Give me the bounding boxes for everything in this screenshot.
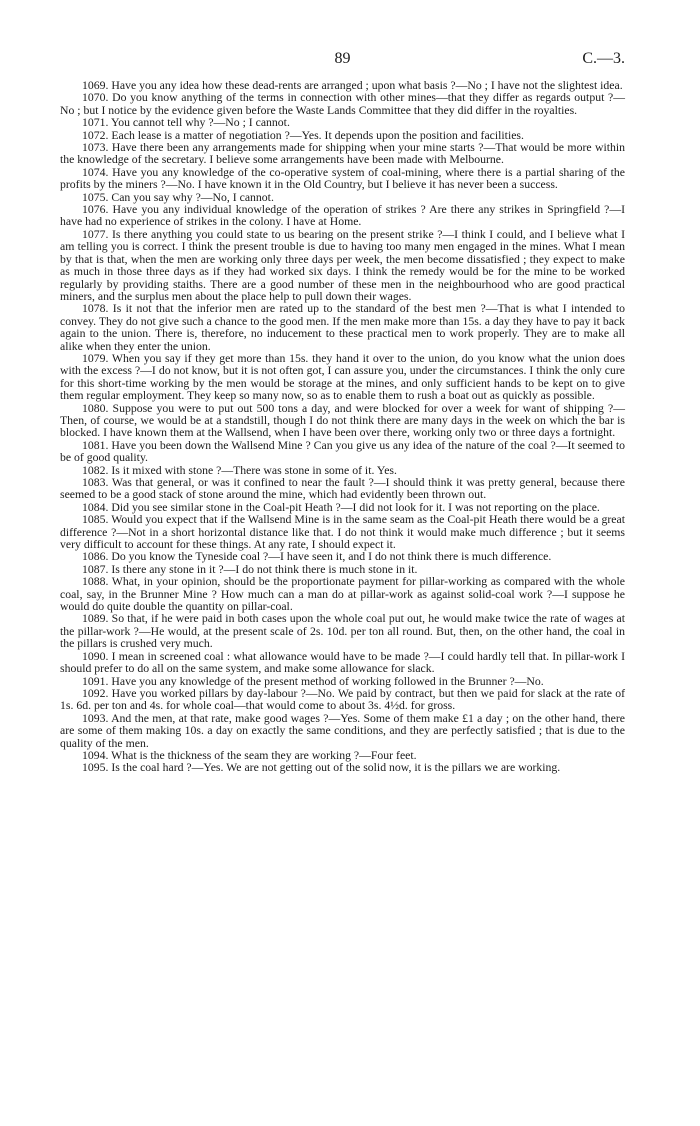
question-1089: 1089. So that, if he were paid in both cases upon the whole coal put out, he would make twice the rate of wages at the pillar-work ?—He would, at the present scale of 2s. 10d. per ton all round. But, then, on the other hand, the coal in the pillars is crushed very much. (60, 612, 625, 651)
question-1075: 1075. Can you say why ?—No, I cannot. (82, 190, 274, 204)
question-1079: 1079. When you say if they get more than 15s. they hand it over to the union, do you know what the union does with the excess ?—I do not know, but it is not often got, I can assure you, under the circumstances. I think the only cure for this short-time working by the men would be storage at the mines, and only sufficient hands to be kept on to give them regular employment. They keep so many now, so as to enable them to rush a boat out as quickly as possible. (60, 351, 625, 403)
question-1080: 1080. Suppose you were to put out 500 tons a day, and were blocked for over a week for want of shipping ?—Then, of course, we would be at a standstill, though I do not think there are many days in the week on which the bar is blocked. I have known them at the Wallsend, when I have been over there, working only two or three days a fortnight. (60, 401, 625, 440)
question-1081: 1081. Have you been down the Wallsend Mine ? Can you give us any idea of the nature of the coal ?—It seemed to be of good quality. (60, 438, 625, 465)
question-1069: 1069. Have you any idea how these dead-rents are arranged ; upon what basis ?—No ; I have not the slightest idea. (82, 79, 623, 92)
question-1077: 1077. Is there anything you could state to us bearing on the present strike ?—I think I could, and I believe what I am telling you is correct. I think the present trouble is due to having too many men engaged in the mines. What I mean by that is that, when the men are working only three days per week, the men become dissatisfied ; they expect to make as much in those three days as if they had worked six days. I think the remedy would be for the mine to be worked regularly by providing staiths. There are a good number of these men in the neighbourhood who are good practical miners, and the surplus men about the place help to pull down their wages. (60, 227, 625, 303)
question-1071: 1071. You cannot tell why ?—No ; I cannot. (82, 116, 290, 130)
page-header (60, 50, 625, 70)
question-1070: 1070. Do you know anything of the terms in connection with other mines—that they differ as regards output ?—No ; but I notice by the evidence given before the Waste Lands Committee that they did differ in the royalties. (60, 91, 625, 117)
page-number: 89 (334, 50, 351, 67)
question-1072: 1072. Each lease is a matter of negotiation ?—Yes. It depends upon the position and facilities. (82, 128, 524, 142)
question-1076: 1076. Have you any individual knowledge of the operation of strikes ? Are there any strikes in Springfield ?—I have had no experience of strikes in the colony. I have at Home. (60, 203, 625, 229)
question-1086: 1086. Do you know the Tyneside coal ?—I have seen it, and I do not think there is much difference. (82, 550, 552, 564)
question-1088: 1088. What, in your opinion, should be the proportionate payment for pillar-working as compared with the whole coal, say, in the Brunner Mine ? How much can a man do at pillar-work as against solid-coal work ?—I suppose he would do quite double the quantity on pillar-coal. (60, 575, 625, 614)
question-1095: 1095. Is the coal hard ?—Yes. We are not getting out of the solid now, it is the pillars we are working. (82, 761, 561, 775)
document-code: C.—3. (582, 50, 625, 67)
question-1073: 1073. Have there been any arrangements made for shipping when your mine starts ?—That would be more within the knowledge of the secretary. I believe some arrangements have been made with Melbourne. (60, 141, 625, 167)
question-1078: 1078. Is it not that the inferior men are rated up to the standard of the best men ?—That is what I intended to convey. They do not give such a chance to the good men. If the men make more than 15s. a day they have to pay it back again to the union. There is, therefore, no inducement to these practical men to work properly. They are to make all alike when they enter the union. (60, 302, 625, 353)
question-1094: 1094. What is the thickness of the seam they are working ?—Four feet. (82, 748, 417, 762)
question-1082: 1082. Is it mixed with stone ?—There was stone in some of it. Yes. (82, 463, 397, 477)
question-1074: 1074. Have you any knowledge of the co-operative system of coal-mining, where there is a partial sharing of the profits by the miners ?—No. I have known it in the Old Country, but I believe it has never been a success. (60, 165, 625, 192)
question-1093: 1093. And the men, at that rate, make good wages ?—Yes. Some of them make £1 a day ; on the other hand, there are some of them making 10s. a day on exactly the same conditions, and they are perfectly satisfied ; that is due to the quality of the men. (60, 711, 625, 750)
evidence-text (60, 80, 625, 775)
question-1083: 1083. Was that general, or was it confined to near the fault ?—I should think it was pretty general, because there seemed to be a good stack of stone around the mine, which had evidently been thrown out. (60, 476, 625, 502)
question-1091: 1091. Have you any knowledge of the present method of working followed in the Brunner ?—No. (82, 674, 544, 688)
question-1092: 1092. Have you worked pillars by day-labour ?—No. We paid by contract, but then we paid for slack at the rate of 1s. 6d. per ton and 4s. for whole coal—that would come to about 3s. 4½d. for gross. (60, 686, 625, 713)
question-1085: 1085. Would you expect that if the Wallsend Mine is in the same seam as the Coal-pit Heath there would be a great difference ?—Not in a short horizontal distance like that. I do not think it would make much difference ; but it seems very difficult to account for these things. At any rate, I should expect it. (60, 513, 625, 552)
question-1090: 1090. I mean in screened coal : what allowance would have to be made ?—I could hardly tell that. In pillar-work I should prefer to do all on the same system, and make some allowance for slack. (60, 649, 625, 676)
question-1084: 1084. Did you see similar stone in the Coal-pit Heath ?—I did not look for it. I was not reporting on the place. (82, 500, 600, 514)
question-1087: 1087. Is there any stone in it ?—I do not think there is much stone in it. (82, 562, 418, 576)
